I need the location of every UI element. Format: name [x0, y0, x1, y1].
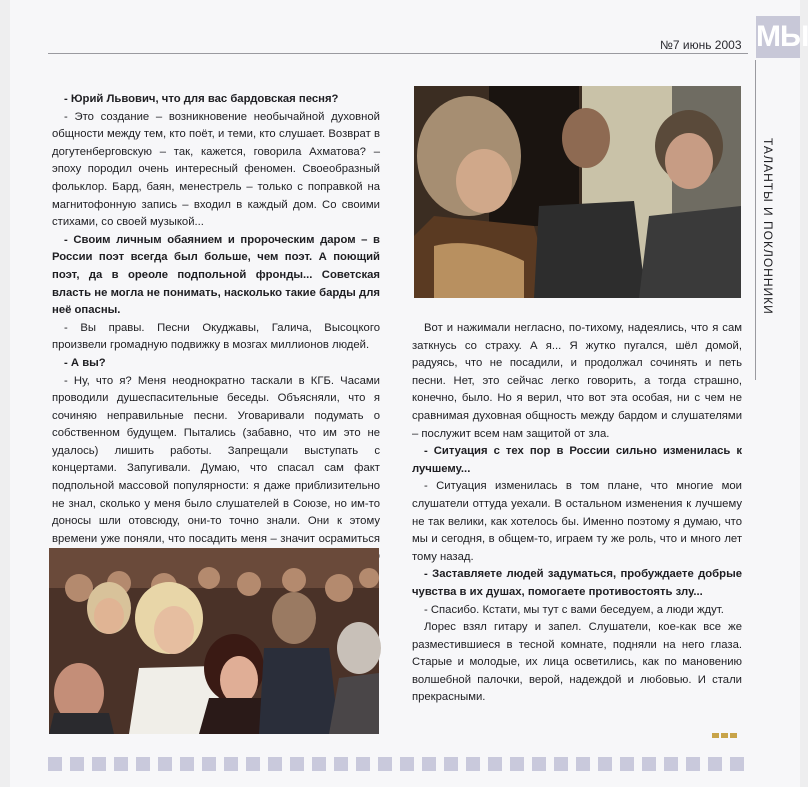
- answer-3: - Ну, что я? Меня неоднократно таскали в КГБ. Часами проводили душеспасительные беседы. Объясняли, что я сочиняю неправильные песни. Уговаривали подумать о собственном будущем. Пытались (забавно, что им это не удалось) лишить работы. Запрещали выступать с концертами. Запугивали. Думаю, что спасал сам факт подпольной массовой популярности: я даже приблизительно не знал, сколько у меня было слушателей в Союзе, но им-то доносы шли отовсюду, они-то точно знали. Они к этому времени уже поняли, что посадить меня – значит осрамиться: [52, 374, 380, 545]
- answer-2: - Вы правы. Песни Окуджавы, Галича, Высоцкого произвели громадную подвижку в мозгах миллионов людей.: [52, 321, 380, 352]
- issue-label: №7 июнь 2003: [660, 38, 742, 52]
- question-1: - Юрий Львович, что для вас бардовская песня?: [64, 93, 339, 105]
- article-column-left: [52, 91, 380, 584]
- question-4: - Ситуация с тех пор в России сильно изменилась к лучшему...: [412, 445, 742, 475]
- header-rule: [48, 53, 748, 54]
- answer-1: - Это создание – возникновение необычайной духовной общности между тем, кто поёт, и теми, кто слушает. Возврат в догутенберговскую – так, кажется, говорила Ахматова? – эпоху породил очень интересный феномен. Своеобразный фольклор. Бард, баян, менестрель – только с поправкой на магнитофонную запись – входил в каждый дом. Со своими стихами, со своей музыкой...: [52, 110, 380, 229]
- closing-paragraph: Лорес взял гитару и запел. Слушатели, кое-как все же разместившиеся в тесной комнате, подняли на него глаза. Старые и молодые, их лица осветились, как по мановению волшебной палочки, верой, надеждой и любовью. И стали прекрасными.: [412, 621, 742, 704]
- photo-three-men: [414, 86, 741, 298]
- vertical-rule: [755, 60, 756, 380]
- answer-5: - Спасибо. Кстати, мы тут с вами беседуем, а люди ждут.: [424, 603, 724, 616]
- decorative-bottom-strip: [48, 757, 748, 771]
- article-column-right: [412, 320, 742, 707]
- question-5: - Заставляете людей задуматься, пробуждаете добрые чувства в их душах, помогаете противостоять злу...: [412, 568, 742, 598]
- photo-three-men-drawing: [414, 86, 741, 298]
- article-end-mark: [712, 733, 738, 738]
- section-title: ТАЛАНТЫ И ПОКЛОННИКИ: [761, 138, 775, 315]
- photo-audience: [49, 548, 379, 734]
- question-3: - А вы?: [64, 356, 106, 369]
- answer-3-continued: Вот и нажимали негласно, по-тихому, надеялись, что я сам заткнусь со страху. А я... Я жутко пугался, шёл домой, радуясь, что не посадили, и продолжал сочинять и петь песни. Нет, это сейчас легко говорить, а тогда страшно, конечно, было. Но я верил, что вот эта особая, ни с чем не сравнимая духовная общность между бардом и слушателями – послужит всем нам защитой от зла.: [412, 322, 742, 440]
- question-2: - Своим личным обаянием и пророческим даром – в России поэт всегда был больше, чем поэт. А поющий поэт, да в ореоле подпольной фронды... Советская власть не могла не понимать, насколько такие барды для неё опасны.: [52, 233, 380, 317]
- photo-audience-drawing: [49, 548, 379, 734]
- answer-4: - Ситуация изменилась в том плане, что многие мои слушатели оттуда уехали. В остальном изменения к лучшему не так велики, как хотелось бы. Именно поэтому я думаю, что мы и сегодня, в общем-то, играем ту же роль, что и много лет тому назад.: [412, 480, 742, 563]
- section-tab: МЫ: [756, 16, 800, 58]
